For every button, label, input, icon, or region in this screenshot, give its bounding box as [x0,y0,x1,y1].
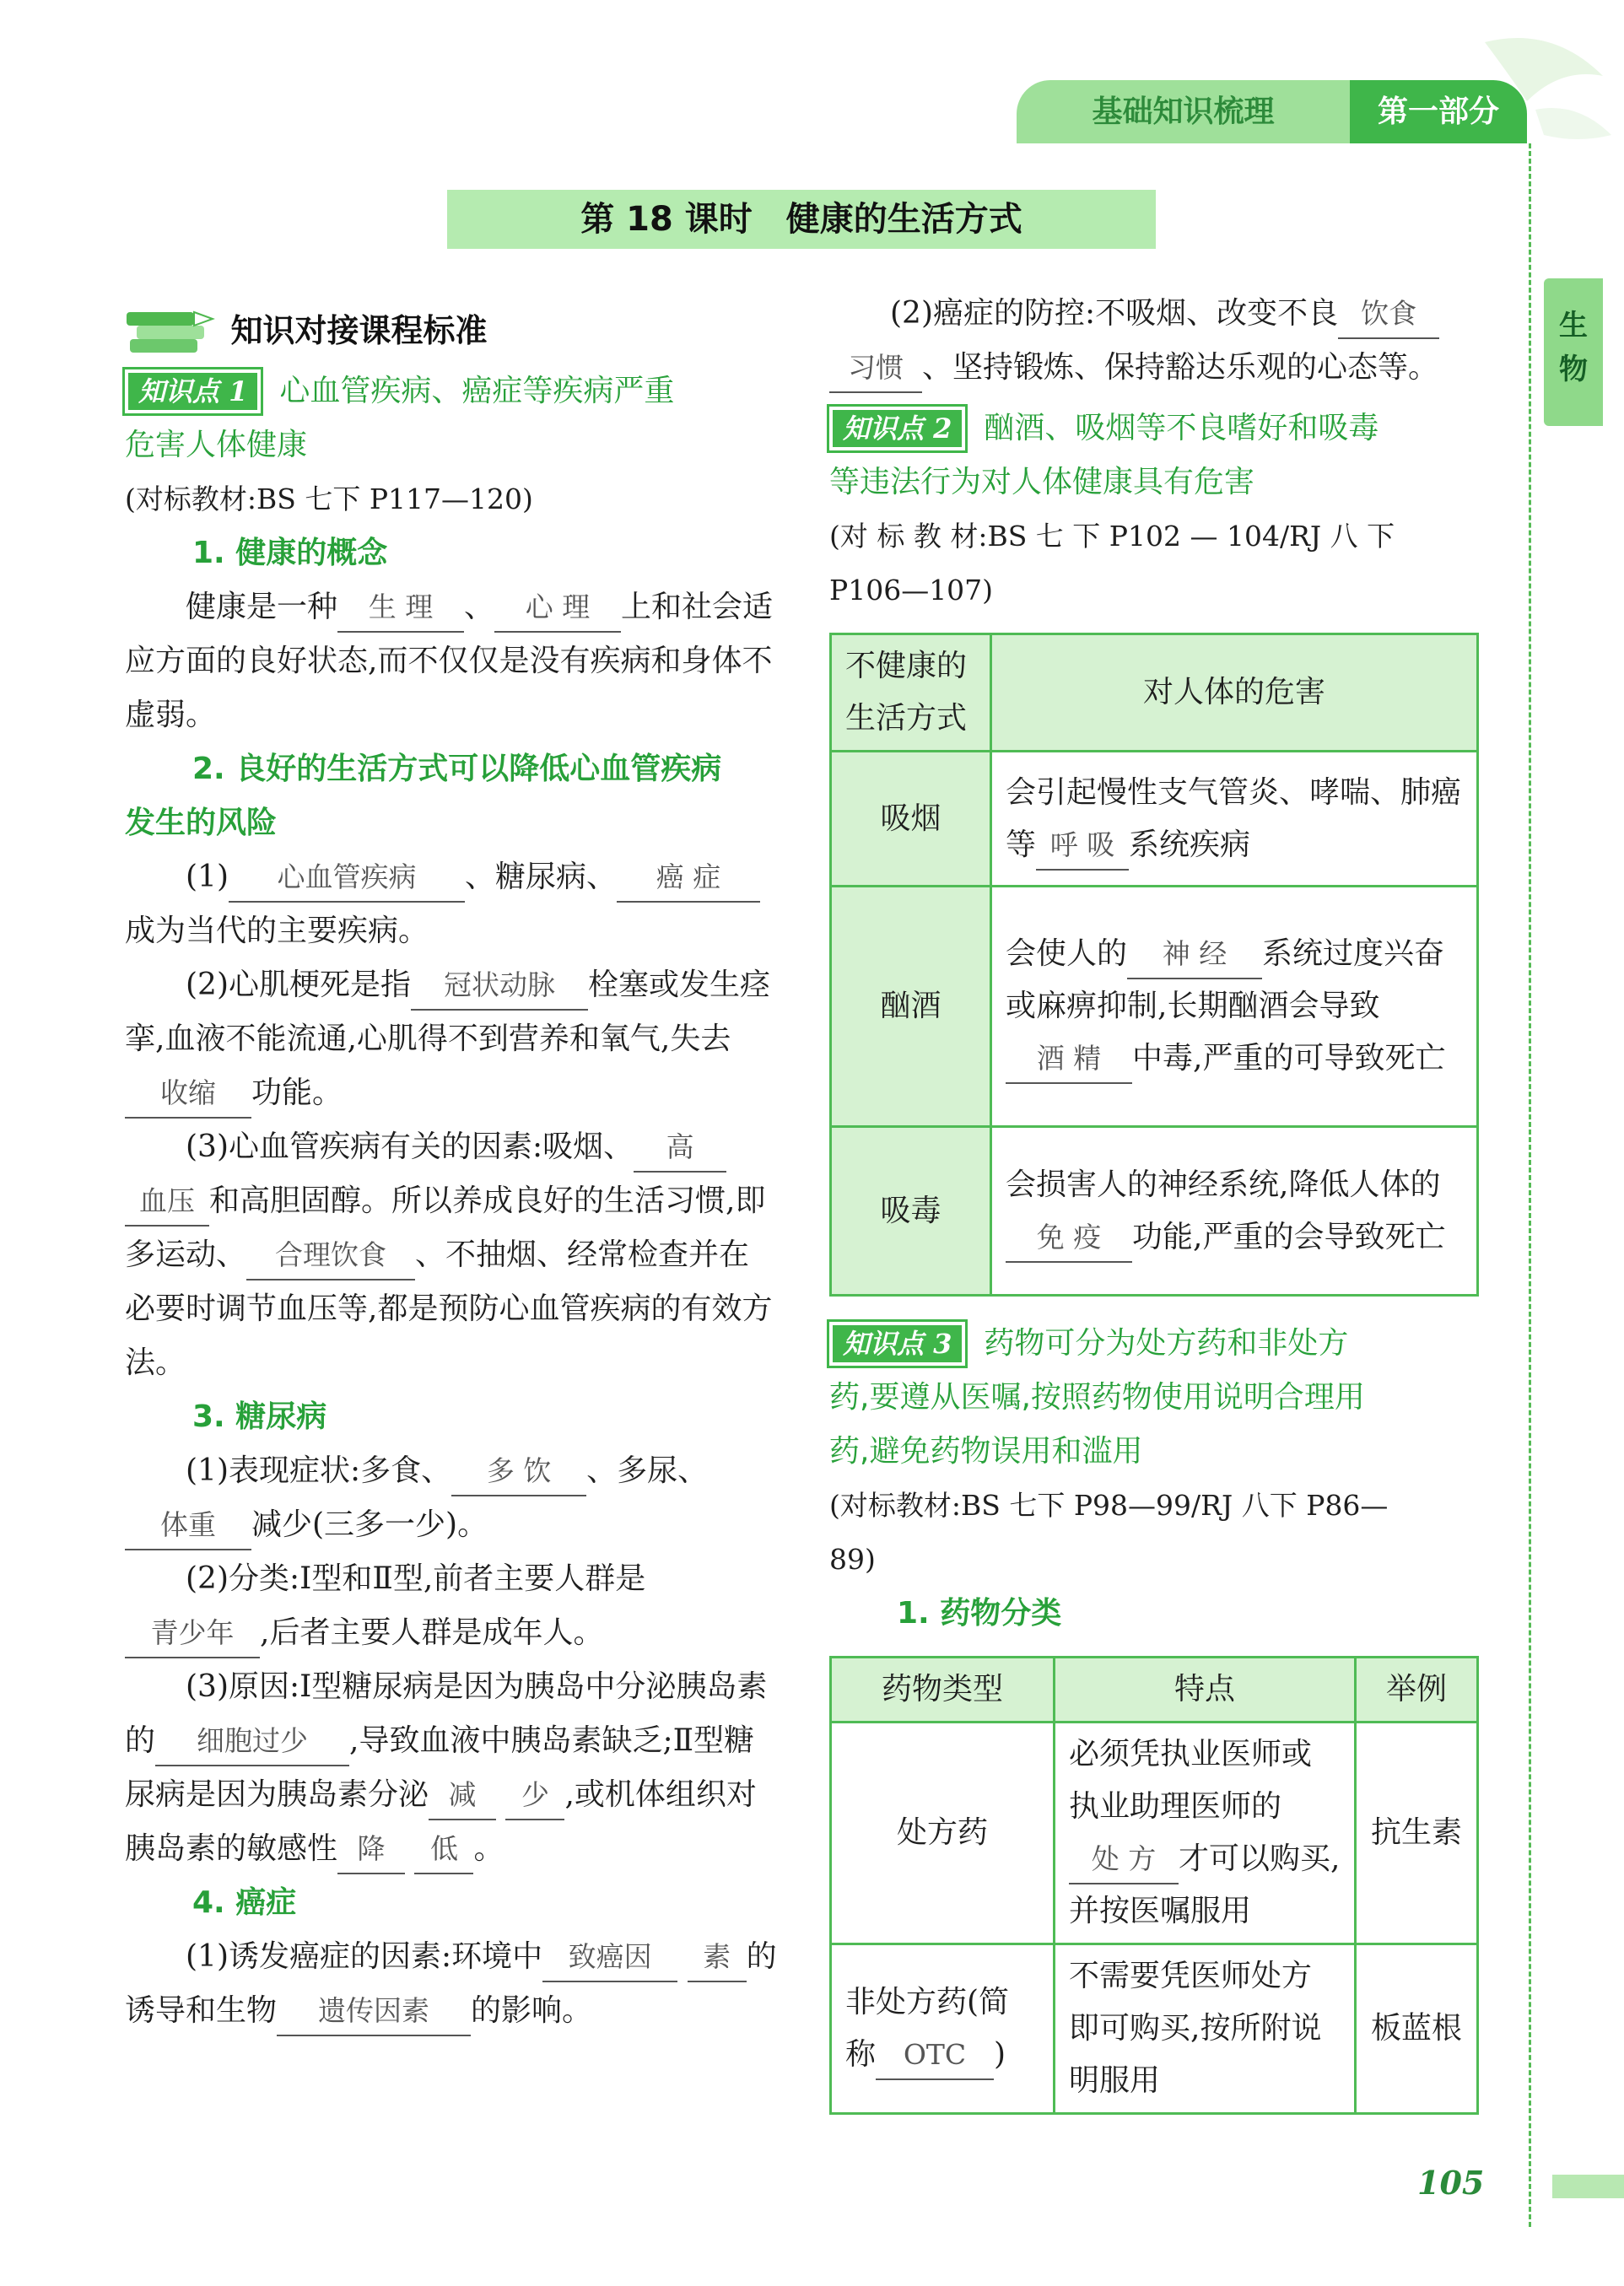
answer-blank: 高 [634,1124,726,1173]
table-cell: 非处方药(简称 OTC ) [831,1944,1055,2114]
table-cell: 吸烟 [831,752,991,887]
margin-dashed-line [1529,143,1531,2227]
answer-blank: 收缩 [125,1070,251,1119]
table-cell: 吸毒 [831,1127,991,1296]
right-column [829,287,1479,2115]
table-cell: 会使人的 神 经 系统过度兴奋或麻痹抑制,长期酗酒会导致酒 精 中毒,严重的可导致死亡 [991,887,1478,1127]
table-row [831,887,1478,1127]
header-part-label: 第一部分 [1350,80,1527,143]
answer-blank: 多 饮 [451,1448,586,1496]
table-cell: 会引起慢性支气管炎、哮喘、肺癌等 呼 吸 系统疾病 [991,752,1478,887]
books-icon [125,309,216,359]
answer-blank: OTC [876,2031,994,2080]
subject-side-tab [1544,278,1603,426]
section-heading-row [125,304,779,359]
answer-blank: 冠状动脉 [411,962,588,1011]
answer-blank: 体重 [125,1502,251,1550]
kp1-s2-title-cont: 发生的风险 [125,806,278,840]
table-row [831,1127,1478,1296]
table-cell: 板蓝根 [1356,1944,1478,2114]
kp3-title-cont-2: 药,避免药物误用和滥用 [829,1434,1143,1469]
kp2-title: 知识点 2 酗酒、吸烟等不良嗜好和吸毒 [829,402,1479,456]
kp1-s2-title: 2. 良好的生活方式可以降低心血管疾病 [192,752,722,786]
table-cell: 不需要凭医师处方即可购买,按所附说明服用 [1055,1944,1356,2114]
answer-blank: 酒 精 [1006,1035,1132,1084]
answer-blank: 低 [414,1825,473,1874]
answer-blank: 癌 症 [617,854,760,903]
kp1-title: 知识点 1 心血管疾病、癌症等疾病严重 [125,364,779,418]
table-cell: 必须凭执业医师或执业助理医师的处 方 才可以购买,并按医嘱服用 [1055,1723,1356,1944]
page-number-bar [1552,2175,1624,2198]
drug-table-header-example: 举例 [1356,1658,1478,1723]
kp3-badge: 知识点 3 [829,1322,965,1366]
table-row [831,1723,1478,1944]
kp1-s4-title: 4. 癌症 [192,1885,297,1920]
table-cell: 处方药 [831,1723,1055,1944]
kp3-s1-title: 1. 药物分类 [897,1596,1062,1631]
answer-blank: 遗传因素 [277,1987,471,2036]
kp1-s3-p3: (3)原因:Ⅰ型糖尿病是因为胰岛中分泌胰岛素的 细胞过少 ,导致血液中胰岛素缺乏;Ⅱ型糖尿病是因为胰岛素分泌 减 少 ,或机体组织对胰岛素的敏感性 降 低 。 [125,1660,779,1876]
kp1-s2-p1: (1) 心血管疾病 、糖尿病、 癌 症成为当代的主要疾病。 [125,850,779,958]
kp2-title-cont: 等违法行为对人体健康具有危害 [829,465,1255,499]
kp1-badge: 知识点 1 [125,369,261,413]
kp1-reference: (对标教材:BS 七下 P117—120) [125,483,533,515]
answer-blank: 血压 [125,1178,209,1227]
answer-blank: 少 [505,1771,564,1820]
drug-table-header-type: 药物类型 [831,1658,1055,1723]
answer-blank: 心 理 [494,584,621,633]
answer-blank: 素 [688,1933,747,1982]
answer-blank: 合理饮食 [246,1232,415,1280]
answer-blank: 免 疫 [1006,1214,1132,1263]
answer-blank: 生 理 [337,584,464,633]
kp2-reference: (对 标 教 材:BS 七 下 P102 — 104/RJ 八 下 [829,520,1395,553]
subject-label: 生物 [1559,309,1588,386]
kp1-s4-p2: (2)癌症的防控:不吸烟、改变不良 饮食 习惯 、坚持锻炼、保持豁达乐观的心态等。 [829,287,1479,395]
kp1-s3-title: 3. 糖尿病 [192,1399,327,1434]
kp3-title-cont: 药,要遵从医嘱,按照药物使用说明合理用 [829,1380,1365,1415]
left-column [125,304,779,2038]
table-cell: 会损害人的神经系统,降低人体的免 疫 功能,严重的会导致死亡 [991,1127,1478,1296]
answer-blank: 细胞过少 [155,1717,349,1766]
answer-blank: 降 [337,1825,405,1874]
drug-table [829,1656,1479,2115]
kp1-s3-p1: (1)表现症状:多食、 多 饮 、多尿、 体重 减少(三多一少)。 [125,1444,779,1552]
kp1-s3-p2: (2)分类:Ⅰ型和Ⅱ型,前者主要人群是 青少年 ,后者主要人群是成年人。 [125,1552,779,1660]
kp1-title-cont: 危害人体健康 [125,428,308,462]
table-cell: 酗酒 [831,887,991,1127]
kp2-reference-cont: P106—107) [829,574,994,607]
header-section-label: 基础知识梳理 [1092,94,1275,129]
section-heading: 知识对接课程标准 [230,312,488,349]
answer-blank: 呼 吸 [1036,822,1129,871]
harm-table-header-lifestyle: 不健康的生活方式 [831,634,991,752]
page-number: 105 [1417,2164,1485,2202]
answer-blank: 饮食 [1338,290,1439,339]
answer-blank: 致癌因 [542,1933,677,1982]
kp1-s2-p2: (2)心肌梗死是指 冠状动脉 栓塞或发生痉挛,血液不能流通,心肌得不到营养和氧气,失去收缩 功能。 [125,958,779,1120]
kp2-badge: 知识点 2 [829,407,965,450]
kp3-title: 知识点 3 药物可分为处方药和非处方 [829,1317,1479,1371]
answer-blank: 心血管疾病 [229,854,465,903]
kp1-s1-text: 健康是一种 生 理 、 心 理 上和社会适应方面的良好状态,而不仅仅是没有疾病和身体不虚弱。 [125,580,779,742]
answer-blank: 减 [429,1771,496,1820]
table-cell: 抗生素 [1356,1723,1478,1944]
table-row [831,1944,1478,2114]
kp1-s1-title: 1. 健康的概念 [192,536,388,570]
harm-table [829,633,1479,1297]
table-row [831,752,1478,887]
lesson-title: 第 18 课时 健康的生活方式 [447,190,1156,249]
answer-blank: 处 方 [1069,1836,1179,1884]
kp3-reference: (对标教材:BS 七下 P98—99/RJ 八下 P86— [829,1489,1389,1522]
drug-table-header-feature: 特点 [1055,1658,1356,1723]
kp1-s2-p3: (3)心血管疾病有关的因素:吸烟、 高 血压 和高胆固醇。所以养成良好的生活习惯,即多运动、 合理饮食 、不抽烟、经常检查并在必要时调节血压等,都是预防心血管疾病的有效方法。 [125,1120,779,1390]
harm-table-header-harm: 对人体的危害 [991,634,1478,752]
answer-blank: 青少年 [125,1609,260,1658]
kp1-s4-p1: (1)诱发癌症的因素:环境中 致癌因 素 的诱导和生物 遗传因素 的影响。 [125,1930,779,2038]
answer-blank: 神 经 [1127,930,1262,979]
answer-blank: 习惯 [829,344,922,393]
kp3-reference-cont: 89) [829,1543,876,1576]
